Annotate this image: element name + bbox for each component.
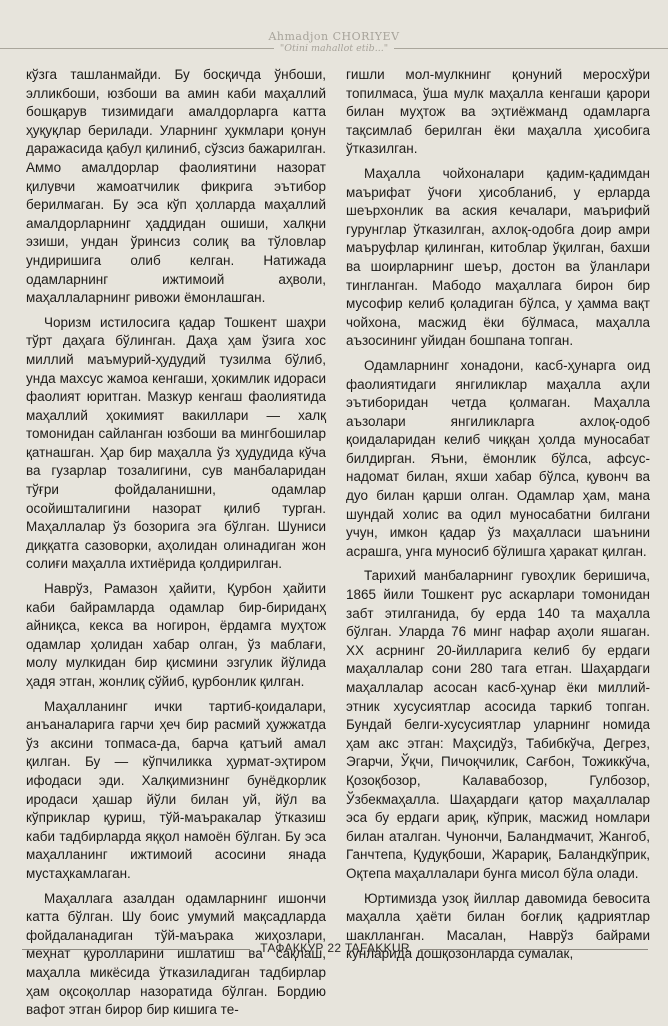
paragraph: Тарихий манбаларнинг гувоҳлик беришича, 1865 йили Тошкент рус аскарлари томонидан забт этилганида, бу ерда 140 та маҳалла бўлган. Уларда 76 минг нафар аҳоли яшаган. XX асрнинг 20-йилларига келиб бу ердаги маҳаллалар сони 280 тага етган. Шаҳардаги маҳаллалар асосан касб-ҳунар ёки миллий-этник хусусиятлар асосида таркиб топган. Бундай белги-хусусиятлар уларнинг номида ҳам акс этган: Маҳсидўз, Табибкўча, Дегрез, Эгарчи, Ўқчи, Пичоқчилик, Сағбон, Тожиккўча, Қозоқбозор, Калавабозор, Гулбозор, Ўзбекмаҳалла. Шаҳардаги қатор маҳаллалар эса бу ердаги ариқ, кўприк, масжид номлари билан аталган. Чунончи, Баландмачит, Жангоб, Ганчтепа, Қудуқбоши, Жарариқ, Баландкўприк, Оқтепа маҳаллалари бунга мисол бўла олади. [346,568,650,881]
left-column [26,66,326,1026]
page-footer [0,938,668,962]
paragraph: гишли мол-мулкнинг қонуний меросхўри топилмаса, ўша мулк маҳалла кенгаши қарори билан муҳтож ва эҳтиёжманд одамларга тақсимлаб берилган ёки маҳалла ҳисобига ўтказилган. [346,67,650,157]
paragraph: Чоризм истилосига қадар Тошкент шаҳри тўрт даҳага бўлинган. Даҳа ҳам ўзига хос миллий маъмурий-ҳудудий тузилма бўлиб, унда махсус жамоа кенгаши, ҳокимлик идораси фаолият юритган. Мазкур кенгаш фаолиятида маҳаллий ҳокимият вакиллари — халқ томонидан сайланган юзбоши ва мингбошилар қатнашган. Ҳар бир маҳалла ўз ҳудудида кўча ва гузарлар тозалигини, сув манбаларидан тўғри фойдаланишни, одамлар осойишталигини назорат қилиб турган. Маҳаллалар ўз бозорига эга бўлган. Шуниси диққатга сазоворки, аҳолидан олинадиган жон солиғи маҳалла ихтиёрида қолдирилган. [26,314,326,572]
paragraph: Наврўз, Рамазон ҳайити, Қурбон ҳайити каби байрамларда одамлар бир-бириданҳ айниқса, кекса ва ногирон, ёрдамга муҳтож одамлар ҳолидан хабар олган, ўз маблағи, молу мулкидан бир қисмини эзгулик йўлида ҳадя этган, жонлиқ сўйиб, қурбонлик қилган. [26,581,326,689]
running-head-subtitle [0,43,668,54]
paragraph: Маҳаллага азалдан одамларнинг ишончи катта бўлган. Шу боис умумий мақсадларда фойдаланадиган тўй-маърака жиҳозлари, меҳнат қуролларини ишлатиш ва сақлаш, маҳалла микёсида ўтказиладиган тадбирлар ҳам оқсоқоллар назоратида бўлган. Бордию вафот этган бирор бир кишига те- [26,890,326,1018]
running-head-author: Ahmadjon CHORIYEV [268,30,400,43]
footer-rule-left [22,949,250,950]
running-head-subtitle-text: "Otini mahallot etib..." [274,43,394,54]
paragraph: Маҳалланинг ички тартиб-қоидалари, анъаналарига гарчи ҳеч бир расмий ҳужжатда ўз аксини топмаса-да, барча қатъий амал қилган. Бу — кўпчиликка ҳурмат-эҳтиром ифодаси эди. Халқимизнинг бунёдкорлик иродаси ҳашар йўли билан уй, йўл ва кўприклар қуриш, тўй-маъракалар ўтказиш каби тадбирларда яққол намоён бўлган. Бу эса маҳалланинг ижтимоий асосини янада мустаҳкамлаган. [26,698,326,881]
right-column [346,66,650,970]
page-header [0,8,668,60]
footer-rule-right [420,949,648,950]
paragraph: Маҳалла чойхоналари қадим-қадимдан маърифат ўчоғи ҳисобланиб, у ерларда шеърхонлик ва аския кечалари, маърифий гурунглар ўтказилган, ахлоқ-одобга доир амри маъруфлар қилинган, китоблар ўқилган, бахши ва шоирларнинг шеър, достон ва ўланлари тингланган. Мабодо маҳаллага бирон бир мусофир келиб қоладиган бўлса, у ҳамма вақт чойхона, масжид ёки бўлмаса, маҳалла аъзосининг уйидан бошпана топган. [346,165,650,349]
paragraph: Одамларнинг хонадони, касб-ҳунарга оид фаолиятидаги янгиликлар маҳалла аҳли эътиборидан четда қолмаган. Маҳалла аъзолари янгиликларга ахлоқ-одоб қоидаларидан келиб чиққан ҳолда муносабат билдирган. Яъни, ёмонлик бўлса, афсус-надомат билан, яхши хабар бўлса, қувонч ва дуо билан қарши олган. Одамлар ҳам, мана шундай холис ва одил муносабатни билгани учун, имкон қадар ўз маҳалласи шаънини асрашга, унга муносиб бўлишга ҳаракат қилган. [346,357,650,559]
footer-journal-page: ТАФАККУР 22 TAFAKKUR [260,941,410,955]
paragraph: кўзга ташланмайди. Бу босқичда ўнбоши, элликбоши, юзбоши ва амин каби маҳаллий бошқарув тизимидаги амалдорларга катта ҳуқуқлар берилади. Уларнинг ҳукмлари қонун даражасида қабул қилиниб, сўзсиз бажарилган. Аммо амалдорлар фаолиятини назорат қилувчи жамоатчилик фикрига эътибор берилмаган. Бу эса кўп ҳолларда маҳаллий амалдорларнинг ҳаддидан ошиши, халқни эзиши, ундан ўринсиз солиқ ва тўловлар ундиришига олиб келган. Натижада одамларнинг ижтимоий аҳволи, маҳаллаларнинг ривожи ёмонлашган. [26,67,326,306]
paragraph: Юртимизда узоқ йиллар давомида бевосита маҳалла ҳаёти билан боғлиқ қадриятлар шаклланган. Масалан, Наврўз байрами кунларида дошқозонларда сумалак, [346,890,650,962]
